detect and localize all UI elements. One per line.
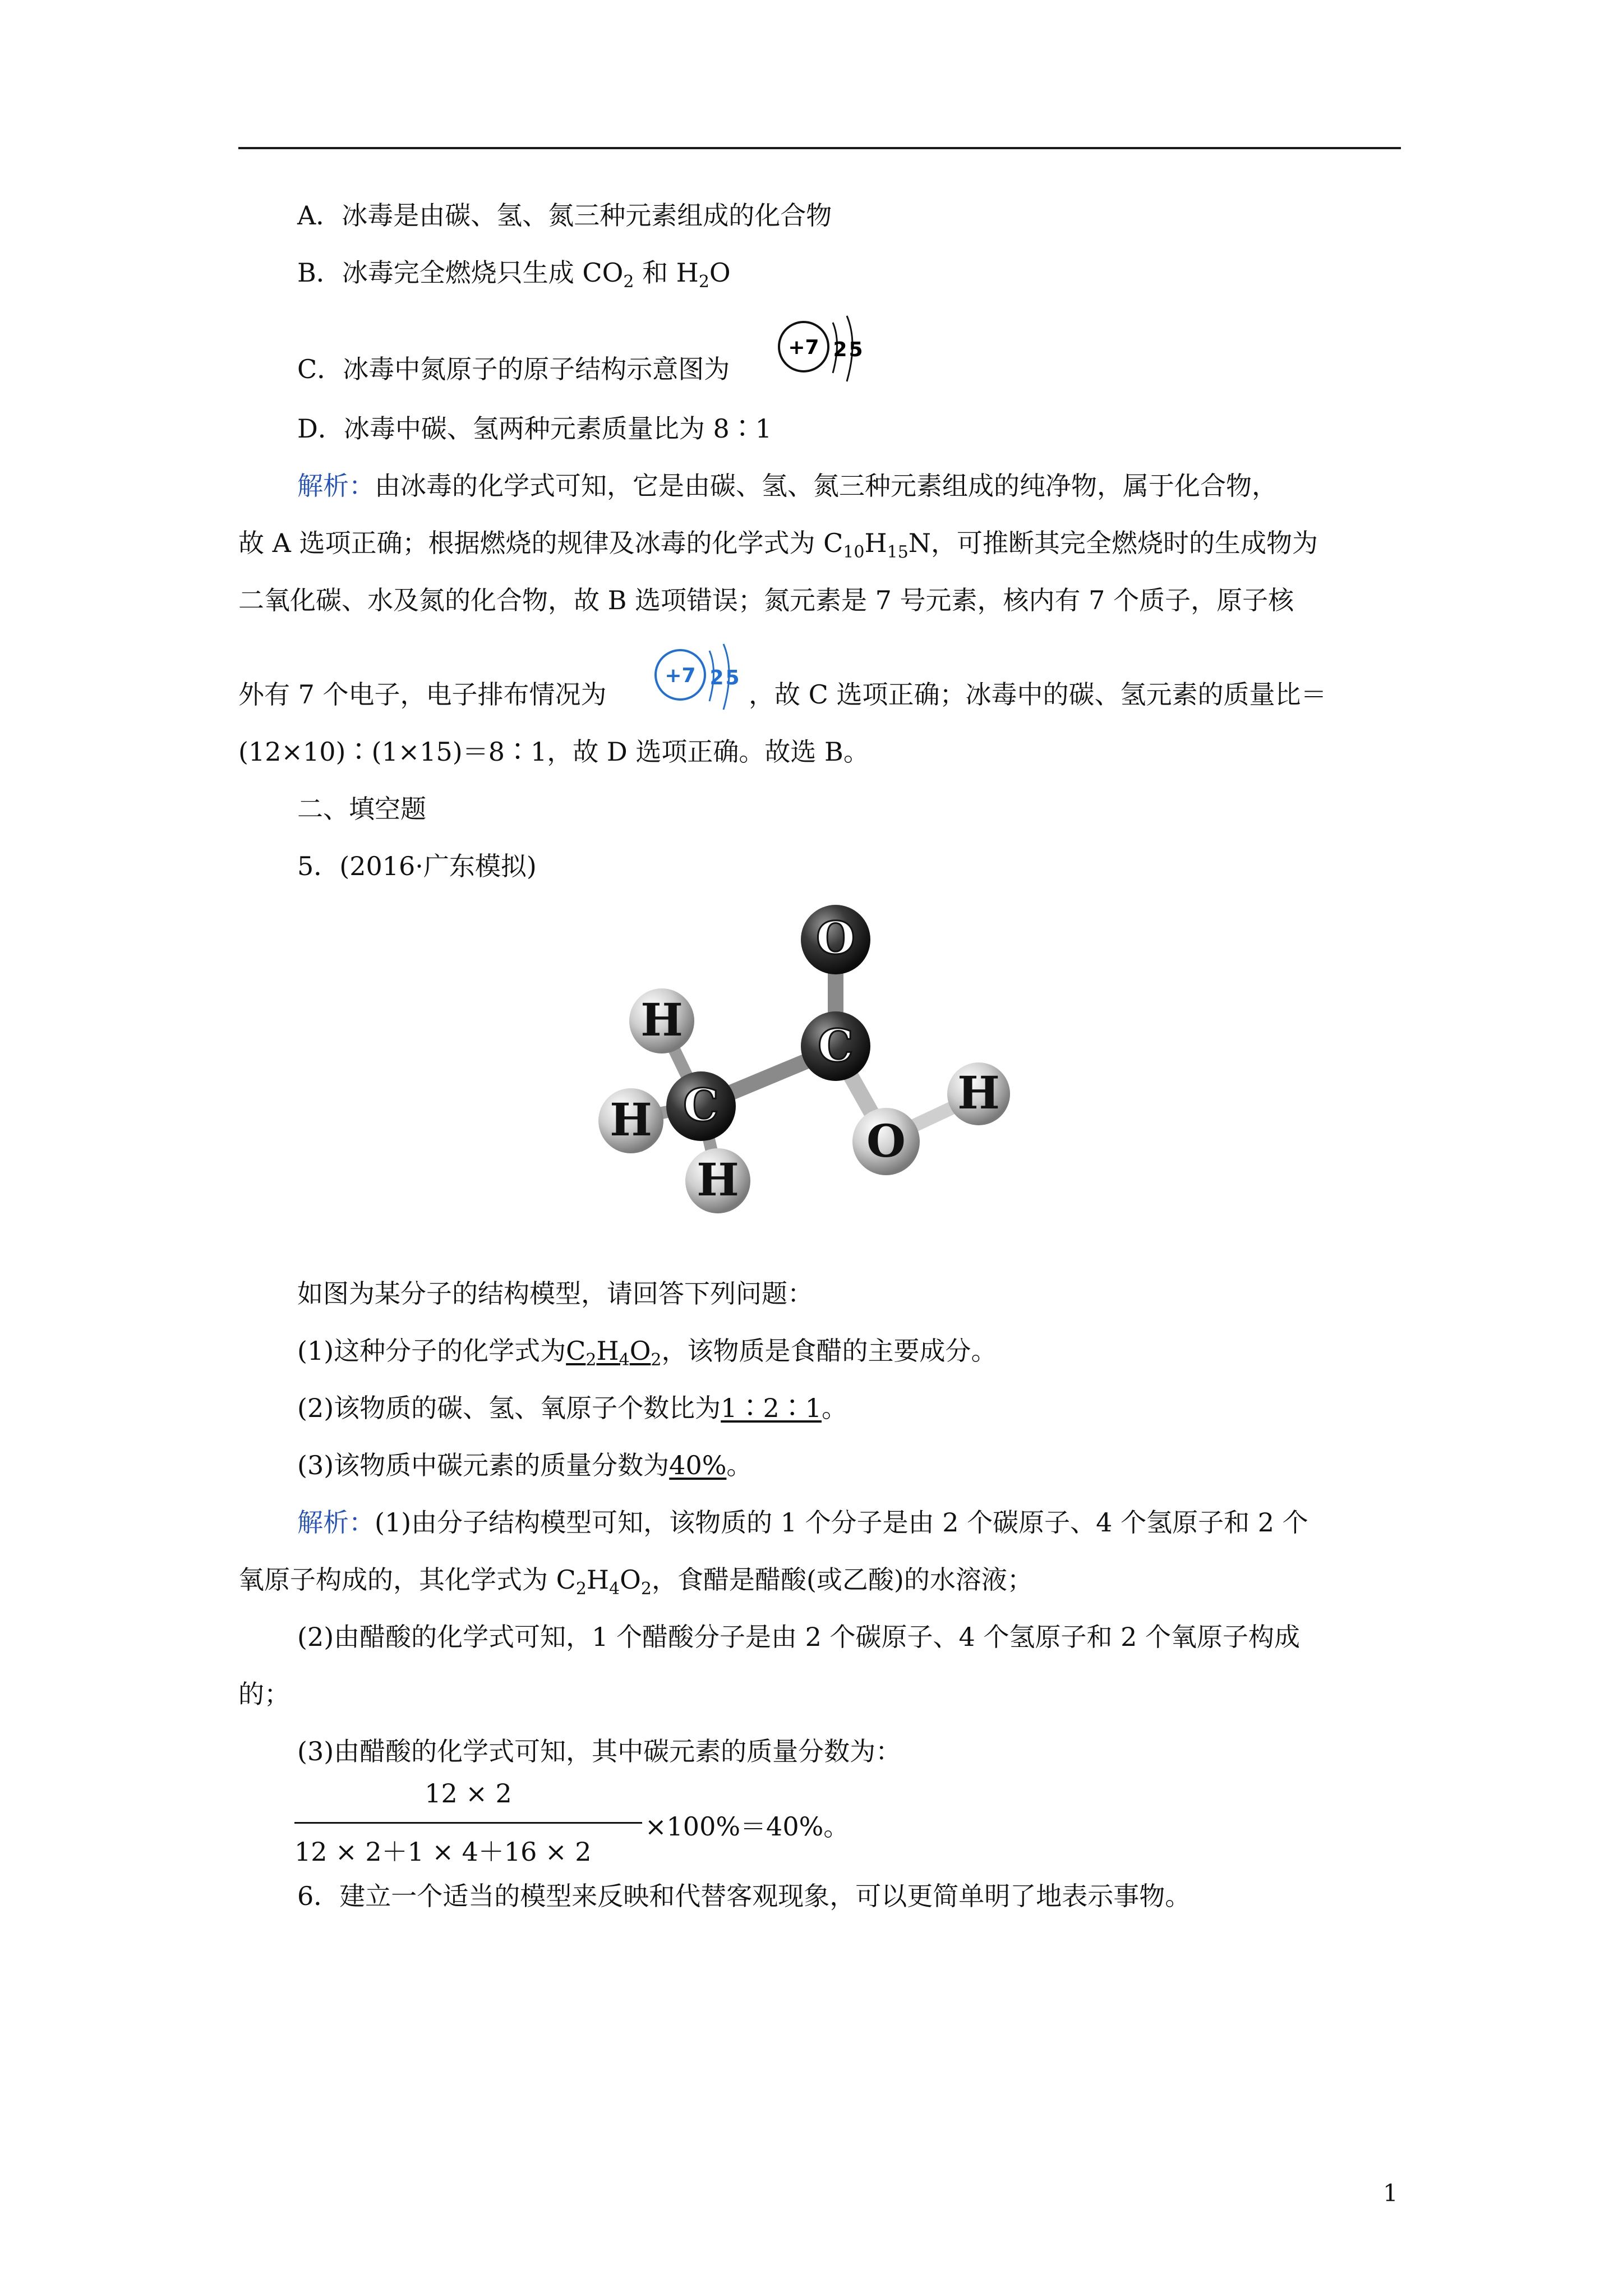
atom-label-o-right: O	[866, 1115, 906, 1167]
analysis2-line3: (2)由醋酸的化学式可知，1 个醋酸分子是由 2 个碳原子、4 个氢原子和 2 个氧原子构成	[297, 1622, 1300, 1652]
atom-label-c-right: C	[818, 1019, 854, 1072]
analysis2-line1: 解析：(1)由分子结构模型可知，该物质的 1 个分子是由 2 个碳原子、4 个氢原子和 2 个	[297, 1507, 1308, 1538]
header-rule	[238, 147, 1401, 149]
q5-part2-answer: 1∶2∶1	[721, 1393, 822, 1423]
q5-intro: 如图为某分子的结构模型，请回答下列问题：	[297, 1278, 813, 1309]
section-heading: 二、填空题	[297, 794, 426, 824]
q5-part3-answer: 40%	[669, 1450, 727, 1480]
atom-label-h-top-left: H	[640, 993, 683, 1046]
question-6: 6．建立一个适当的模型来反映和代替客观现象，可以更简单明了地表示事物。	[297, 1881, 1191, 1911]
analysis-label: 解析：	[297, 1507, 375, 1538]
option-b: B．冰毒完全燃烧只生成 $CO_2$ 和 $H_2O$	[297, 257, 731, 292]
analysis-label: 解析：	[297, 471, 375, 501]
question-5-header: 5．(2016·广东模拟)	[297, 851, 537, 881]
atom-label-o-top: O	[816, 912, 855, 964]
molecule-ball-stick-model	[583, 898, 1110, 1257]
atom-label-h-left: H	[610, 1093, 652, 1146]
shell-2-electrons: 5	[849, 338, 863, 361]
atom-label-h-right: H	[957, 1066, 1000, 1119]
analysis1-line4-tail: ，故 C 选项正确；冰毒中的碳、氢元素的质量比＝	[749, 679, 1327, 710]
atom-label-h-bottom: H	[697, 1153, 739, 1206]
atom-label-c-left: C	[683, 1079, 719, 1131]
analysis2-line4: 的；	[238, 1679, 290, 1709]
q5-part2: (2)该物质的碳、氢、氧原子个数比为1∶2∶1。	[297, 1393, 847, 1423]
fraction-result: ×100%＝40%。	[645, 1811, 850, 1842]
analysis1-line3: 二氧化碳、水及氮的化合物，故 B 选项错误；氮元素是 7 号元素，核内有 7 个质子，原子核	[238, 585, 1294, 615]
shell-2-electrons: 5	[725, 666, 740, 689]
analysis1-line5: (12×10)∶(1×15)＝8∶1，故 D 选项正确。故选 B。	[238, 737, 869, 767]
q5-part3: (3)该物质中碳元素的质量分数为40%。	[297, 1450, 753, 1480]
q5-part1: (1)这种分子的化学式为$C_2H_4O_2$，该物质是食醋的主要成分。	[297, 1336, 997, 1370]
analysis2-line5: (3)由醋酸的化学式可知，其中碳元素的质量分数为：	[297, 1736, 902, 1766]
option-d: D．冰毒中碳、氢两种元素质量比为 8∶1	[297, 413, 772, 444]
fraction-denominator: 12 × 2＋1 × 4＋16 × 2	[294, 1837, 592, 1867]
atom-structure-diagram-blue	[651, 639, 746, 729]
q5-part1-answer: $C_2H_4O_2$	[566, 1336, 662, 1370]
fraction-numerator: 12 × 2	[425, 1778, 512, 1809]
shell-1-electrons: 2	[709, 666, 724, 689]
option-a: A．冰毒是由碳、氢、氮三种元素组成的化合物	[297, 200, 832, 231]
nucleus-charge: +7	[788, 336, 819, 359]
nucleus-charge: +7	[665, 664, 696, 687]
shell-1-electrons: 2	[833, 338, 847, 361]
analysis1-line2: 故 A 选项正确；根据燃烧的规律及冰毒的化学式为 $C_{10}H_{15}N$，可推断其完全燃烧时的生成物为	[238, 528, 1318, 562]
analysis2-line2: 氧原子构成的，其化学式为 $C_2H_4O_2$，食醋是醋酸(或乙酸)的水溶液；	[238, 1565, 1033, 1599]
fraction-bar	[294, 1822, 642, 1824]
analysis1-line1: 解析：由冰毒的化学式可知，它是由碳、氢、氮三种元素组成的纯净物，属于化合物，	[297, 471, 1278, 501]
option-c: C．冰毒中氮原子的原子结构示意图为	[297, 354, 730, 384]
analysis1-line4: 外有 7 个电子，电子排布情况为	[238, 679, 607, 710]
page-number: 1	[1383, 2179, 1398, 2207]
atom-structure-diagram	[774, 311, 869, 401]
